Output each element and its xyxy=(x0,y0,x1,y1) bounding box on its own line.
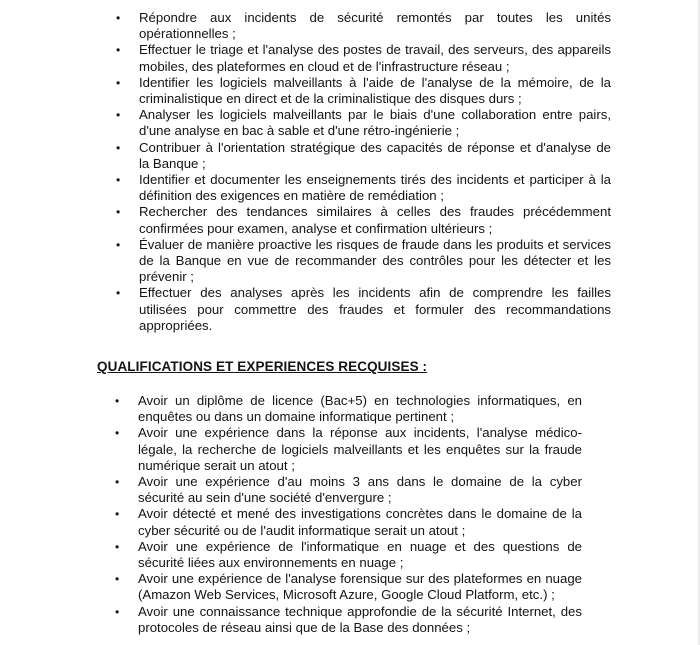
list-item-text: Analyser les logiciels malveillants par le biais d'une collaboration entre pairs, d'une analyse en bac à sable et d'une rétro-ingénierie ; xyxy=(139,107,611,139)
list-item xyxy=(116,139,611,172)
list-item-text: Répondre aux incidents de sécurité remontés par toutes les unités opérationnelles ; xyxy=(139,10,611,42)
list-item xyxy=(116,107,611,139)
list-item xyxy=(115,506,582,538)
list-item-text: Contribuer à l'orientation stratégique des capacités de réponse et d'analyse de la Banque ; xyxy=(139,139,611,171)
bullet-icon: • xyxy=(116,11,121,25)
qualifications-list xyxy=(115,393,582,636)
list-item xyxy=(115,538,582,571)
bullet-icon: • xyxy=(115,507,120,522)
list-item-text: Avoir une connaissance technique approfondie de la sécurité Internet, des protocoles de réseau ainsi que de la Base des données ; xyxy=(138,603,582,635)
list-item-text: Identifier les logiciels malveillants à l'aide de l'analyse de la mémoire, de la criminalistique en direct et de la criminalistique des disques durs ; xyxy=(139,74,611,107)
bullet-icon: • xyxy=(116,75,121,90)
list-item-text: Avoir un diplôme de licence (Bac+5) en technologies informatiques, en enquêtes ou dans un domaine informatique pertinent ; xyxy=(138,393,582,425)
list-item-text: Avoir une expérience de l'informatique en nuage et des questions de sécurité liées aux environnements en nuage ; xyxy=(138,538,582,571)
list-item-text: Avoir une expérience dans la réponse aux incidents, l'analyse médico-légale, la recherche de logiciels malveillants et les enquêtes sur la fraude numérique serait un atout ; xyxy=(138,425,582,473)
list-item xyxy=(115,474,582,506)
list-item xyxy=(116,172,611,204)
bullet-icon: • xyxy=(115,426,120,441)
list-item xyxy=(116,236,611,286)
bullet-icon: • xyxy=(116,108,121,123)
section-heading: QUALIFICATIONS ET EXPERIENCES RECQUISES : xyxy=(97,359,428,374)
list-item xyxy=(116,204,611,236)
bullet-icon: • xyxy=(116,205,121,220)
list-item-text: Avoir une expérience d'au moins 3 ans dans le domaine de la cyber sécurité au sein d'une société d'envergure ; xyxy=(138,474,582,506)
list-item-text: Avoir une expérience de l'analyse forensique sur des plateformes en nuage (Amazon Web Services, Microsoft Azure, Google Cloud Platform, etc.) ; xyxy=(138,571,582,603)
bullet-icon: • xyxy=(116,286,121,301)
list-item-text: Effectuer des analyses après les incidents afin de comprendre les failles utilisées pour commettre des fraudes et formuler des recommandations appropriées. xyxy=(139,285,611,333)
list-item xyxy=(115,393,582,425)
bullet-icon: • xyxy=(116,173,121,188)
list-item xyxy=(115,571,582,603)
list-item xyxy=(116,74,611,107)
bullet-icon: • xyxy=(116,140,121,155)
list-item xyxy=(116,10,611,42)
bullet-icon: • xyxy=(115,394,120,408)
bullet-icon: • xyxy=(115,572,120,587)
responsibilities-list xyxy=(116,10,611,334)
list-item xyxy=(116,285,611,334)
list-item xyxy=(115,425,582,474)
list-item-text: Avoir détecté et mené des investigations concrètes dans le domaine de la cyber sécurité ou de l'audit informatique serait un atout ; xyxy=(138,506,582,538)
list-item-text: Identifier et documenter les enseignements tirés des incidents et participer à la définition des exigences en matière de remédiation ; xyxy=(139,172,611,204)
list-item-text: Effectuer le triage et l'analyse des postes de travail, des serveurs, des appareils mobiles, des plateformes en cloud et de l'infrastructure réseau ; xyxy=(139,42,611,74)
bullet-icon: • xyxy=(116,237,121,252)
list-item-text: Évaluer de manière proactive les risques de fraude dans les produits et services de la Banque en vue de recommander des contrôles pour les détecter et les prévenir ; xyxy=(139,236,611,285)
bullet-icon: • xyxy=(115,604,120,619)
list-item xyxy=(116,42,611,74)
bullet-icon: • xyxy=(115,539,120,554)
list-item xyxy=(115,603,582,636)
list-item-text: Rechercher des tendances similaires à celles des fraudes précédemment confirmées pour examen, analyse et confirmation ultérieurs ; xyxy=(139,204,611,236)
bullet-icon: • xyxy=(116,43,121,58)
bullet-icon: • xyxy=(115,475,120,490)
